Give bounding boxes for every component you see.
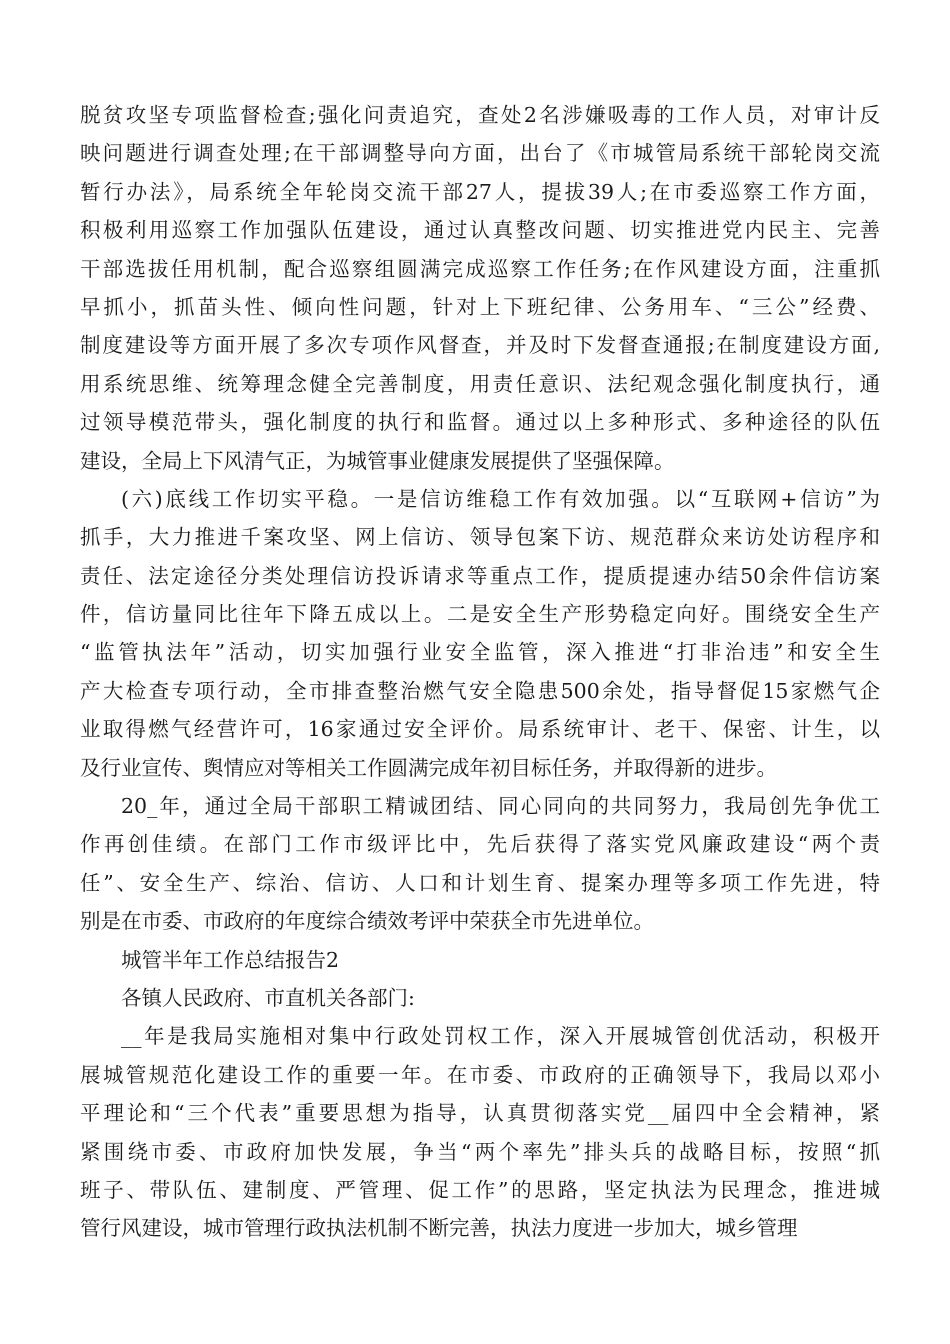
paragraph-p6-line: 紧围绕市委、市政府加快发展，争当“两个率先”排头兵的战略目标，按照“抓 <box>80 1139 880 1164</box>
paragraph-p3-line: 作再创佳绩。在部门工作市级评比中，先后获得了落实党风廉政建设“两个责 <box>80 832 880 857</box>
paragraph-p2-line: “监管执法年”活动，切实加强行业安全监管，深入推进“打非治违”和安全生 <box>80 640 880 665</box>
paragraph-p2-line: 业取得燃气经营许可，16家通过安全评价。局系统审计、老干、保密、计生，以 <box>80 717 880 742</box>
paragraph-p2-line: (六)底线工作切实平稳。一是信访维稳工作有效加强。以“互联网+信访”为 <box>121 486 880 511</box>
paragraph-p3-line: 别是在市委、市政府的年度综合绩效考评中荣获全市先进单位。 <box>80 909 654 934</box>
paragraph-p3-line: 任”、安全生产、综治、信访、人口和计划生育、提案办理等多项工作先进，特 <box>80 870 880 895</box>
paragraph-p1-line: 建设，全局上下风清气正，为城管事业健康发展提供了坚强保障。 <box>80 448 675 473</box>
paragraph-p1-line: 干部选拔任用机制，配合巡察组圆满完成巡察工作任务;在作风建设方面，注重抓 <box>80 256 880 281</box>
paragraph-p1-line: 过领导模范带头，强化制度的执行和监督。通过以上多种形式、多种途径的队伍 <box>80 410 880 435</box>
document-body <box>80 96 880 1248</box>
paragraph-p1-line: 早抓小，抓苗头性、倾向性问题，针对上下班纪律、公务用车、“三公”经费、 <box>80 294 880 319</box>
paragraph-p2-line: 产大检查专项行动，全市排查整治燃气安全隐患500余处，指导督促15家燃气企 <box>80 678 880 703</box>
paragraph-p6-line: __年是我局实施相对集中行政处罚权工作，深入开展城管创优活动，积极开 <box>121 1024 880 1049</box>
paragraph-p3-line: 20_年，通过全局干部职工精诚团结、同心同向的共同努力，我局创先争优工 <box>121 794 880 819</box>
paragraph-p1-line: 积极利用巡察工作加强队伍建设，通过认真整改问题、切实推进党内民主、完善 <box>80 218 880 243</box>
paragraph-p6-line: 展城管规范化建设工作的重要一年。在市委、市政府的正确领导下，我局以邓小 <box>80 1062 880 1087</box>
paragraph-p2-line: 件，信访量同比往年下降五成以上。二是安全生产形势稳定向好。围绕安全生产 <box>80 602 880 627</box>
paragraph-p1-line: 映问题进行调查处理;在干部调整导向方面，出台了《市城管局系统干部轮岗交流 <box>80 141 880 166</box>
paragraph-p6-line: 平理论和“三个代表”重要思想为指导，认真贯彻落实党__届四中全会精神，紧 <box>80 1101 880 1126</box>
paragraph-p6-line: 管行风建设，城市管理行政执法机制不断完善，执法力度进一步加大，城乡管理 <box>80 1216 798 1241</box>
paragraph-p1-line: 用系统思维、统筹理念健全完善制度，用责任意识、法纪观念强化制度执行，通 <box>80 371 880 396</box>
paragraph-p2-line: 责任、法定途径分类处理信访投诉请求等重点工作，提质提速办结50余件信访案 <box>80 563 880 588</box>
paragraph-p1-line: 制度建设等方面开展了多次专项作风督查，并及时下发督查通报;在制度建设方面, <box>80 333 880 358</box>
paragraph-p2-line: 及行业宣传、舆情应对等相关工作圆满完成年初目标任务，并取得新的进步。 <box>80 755 777 780</box>
paragraph-p2-line: 抓手，大力推进千案攻坚、网上信访、领导包案下访、规范群众来访处访程序和 <box>80 525 880 550</box>
paragraph-p5-line: 各镇人民政府、市直机关各部门: <box>121 985 415 1010</box>
paragraph-p1-line: 脱贫攻坚专项监督检查;强化问责追究，查处2名涉嫌吸毒的工作人员，对审计反 <box>80 103 880 127</box>
paragraph-p6-line: 班子、带队伍、建制度、严管理、促工作”的思路，坚定执法为民理念，推进城 <box>80 1177 880 1202</box>
paragraph-p1-line: 暂行办法》，局系统全年轮岗交流干部27人，提拔39人;在市委巡察工作方面， <box>80 179 880 204</box>
paragraph-p4-line: 城管半年工作总结报告2 <box>121 947 340 972</box>
